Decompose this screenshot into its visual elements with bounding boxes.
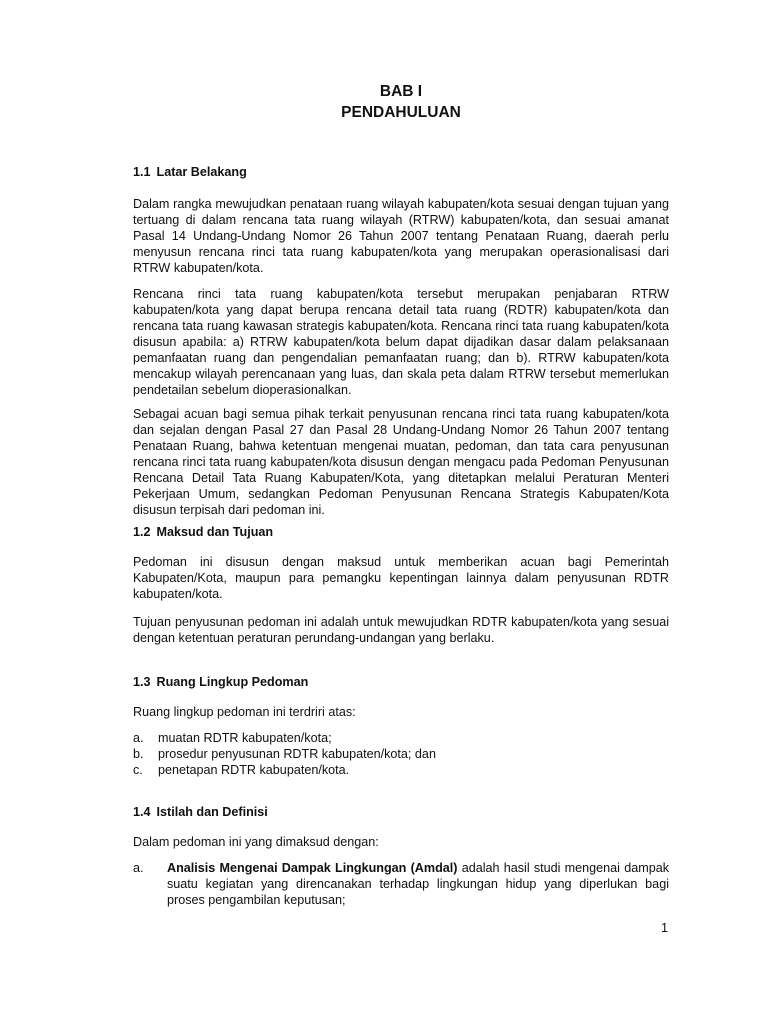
section-heading-1-4 <box>133 804 268 820</box>
section-number: 1.1 <box>133 165 151 179</box>
section-heading-1-3 <box>133 674 308 690</box>
list-item-text: prosedur penyusunan RDTR kabupaten/kota; dan <box>158 747 436 761</box>
list-marker: c. <box>133 763 143 777</box>
list-item-text: penetapan RDTR kabupaten/kota. <box>158 763 350 777</box>
scope-intro: Ruang lingkup pedoman ini terdriri atas: <box>133 705 356 719</box>
definition-body <box>167 860 669 908</box>
scope-list <box>133 730 436 778</box>
definition-term: Analisis Mengenai Dampak Lingkungan (Amdal) <box>167 861 458 875</box>
section-title: Ruang Lingkup Pedoman <box>156 675 309 689</box>
section-number: 1.4 <box>133 805 151 819</box>
paragraph-1-1-a: Dalam rangka mewujudkan penataan ruang wilayah kabupaten/kota sesuai dengan tujuan yang tertuang di dalam rencana tata ruang wilayah (RTRW) kabupaten/kota, dan sesuai amanat Pasal 14 Undang-Undang Nomor 26 Tahun 2007 tentang Penataan Ruang, daerah perlu menyusun rencana rinci tata ruang kabupaten/kota yang merupakan operasionalisasi dari RTRW kabupaten/kota. <box>133 197 669 275</box>
list-item-text: muatan RDTR kabupaten/kota; <box>158 731 332 745</box>
definition-marker: a. <box>133 861 144 875</box>
paragraph-1-1-b: Rencana rinci tata ruang kabupaten/kota tersebut merupakan penjabaran RTRW kabupaten/kota yang dapat berupa rencana detail tata ruang (RDTR) kabupaten/kota dan rencana tata ruang kawasan strategis kabupaten/kota. Rencana rinci tata ruang kabupaten/kota disusun apabila: a) RTRW kabupaten/kota belum dapat dijadikan dasar dalam pelaksanaan pemanfaatan ruang dan pengendalian pemanfaatan ruang; dan b). RTRW kabupaten/kota mencakup wilayah perencanaan yang luas, dan skala peta dalam RTRW tersebut memerlukan pendetailan sebelum dioperasionalkan. <box>133 287 669 397</box>
section-title: Istilah dan Definisi <box>156 805 268 819</box>
definitions-intro: Dalam pedoman ini yang dimaksud dengan: <box>133 835 379 849</box>
section-title: Latar Belakang <box>156 165 247 179</box>
list-item <box>133 730 436 746</box>
definition-text: adalah hasil studi mengenai dampak suatu kegiatan yang direncanakan terhadap lingkungan hidup yang diperlukan bagi proses pengambilan keputusan; <box>167 861 670 907</box>
paragraph-1-1-c: Sebagai acuan bagi semua pihak terkait penyusunan rencana rinci tata ruang kabupaten/kota dan sejalan dengan Pasal 27 dan Pasal 28 Undang-Undang Nomor 26 Tahun 2007 tentang Penataan Ruang, bahwa ketentuan mengenai muatan, pedoman, dan tata cara penyusunan rencana rinci tata ruang kabupaten/kota disusun dengan mengacu pada Pedoman Penyusunan Rencana Detail Tata Ruang Kabupaten/Kota, yang ditetapkan melalui Peraturan Menteri Pekerjaan Umum, sedangkan Pedoman Penyusunan Rencana Strategis Kabupaten/Kota disusun terpisah dari pedoman ini. <box>133 407 669 517</box>
list-item <box>133 762 436 778</box>
paragraph-1-2-a: Pedoman ini disusun dengan maksud untuk memberikan acuan bagi Pemerintah Kabupaten/Kota, maupun para pemangku kepentingan lainnya dalam penyusunan RDTR kabupaten/kota. <box>133 555 669 601</box>
page-content <box>133 0 669 1024</box>
section-number: 1.2 <box>133 525 151 539</box>
paragraph-1-2-b: Tujuan penyusunan pedoman ini adalah untuk mewujudkan RDTR kabupaten/kota yang sesuai dengan ketentuan peraturan perundang-undangan yang berlaku. <box>133 615 669 645</box>
list-item <box>133 746 436 762</box>
section-title: Maksud dan Tujuan <box>156 525 274 539</box>
chapter-label: BAB I <box>379 83 423 100</box>
page-number: 1 <box>661 921 669 935</box>
chapter-title: PENDAHULUAN <box>341 104 461 121</box>
section-heading-1-1 <box>133 164 247 180</box>
list-marker: a. <box>133 731 144 745</box>
list-marker: b. <box>133 747 144 761</box>
section-heading-1-2 <box>133 524 273 540</box>
section-number: 1.3 <box>133 675 151 689</box>
definition-item <box>133 860 669 908</box>
